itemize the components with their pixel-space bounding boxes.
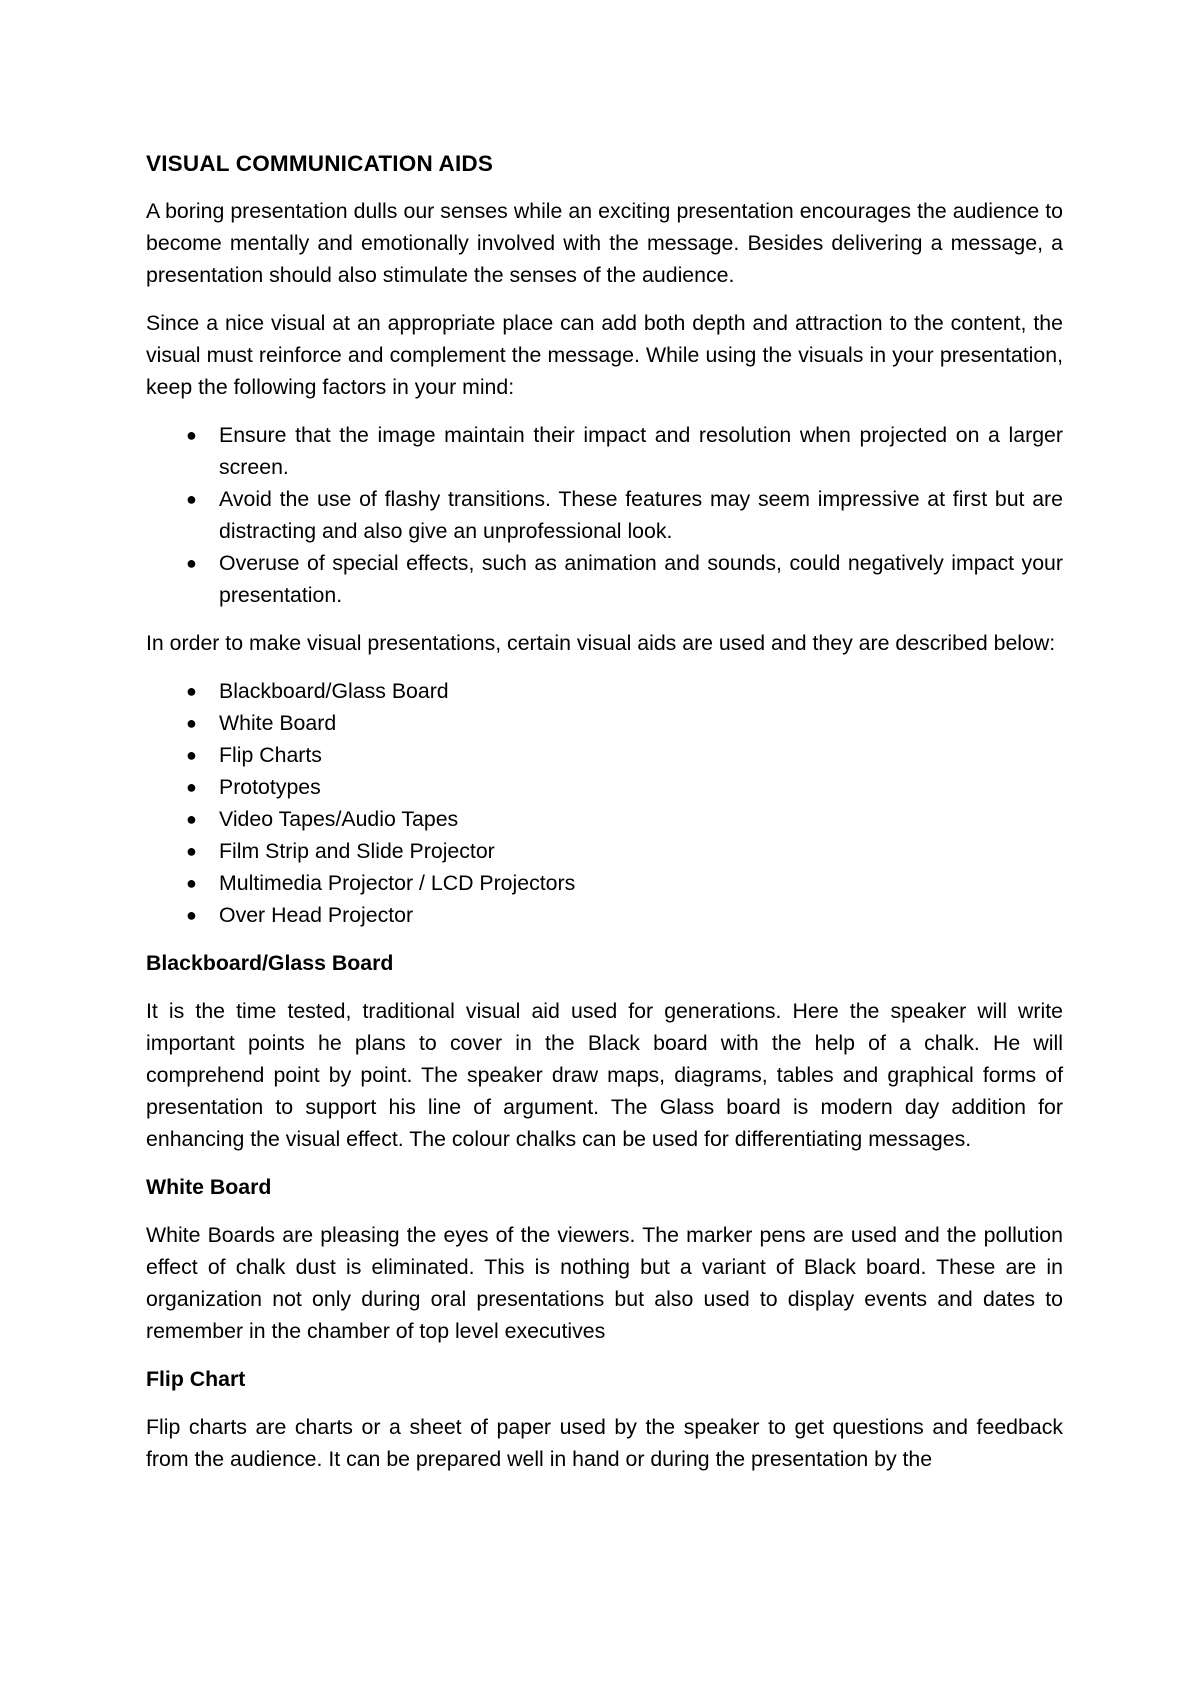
list-item — [146, 419, 1063, 483]
list-item-text: Over Head Projector — [219, 903, 414, 927]
bullet-icon: ● — [186, 681, 197, 701]
list-item-text: Blackboard/Glass Board — [219, 679, 449, 703]
aids-intro-paragraph: In order to make visual presentations, certain visual aids are used and they are described below: — [146, 631, 1056, 655]
section-body-whiteboard: White Boards are pleasing the eyes of the viewers. The marker pens are used and the pollution effect of chalk dust is eliminated. This is nothing but a variant of Black board. These are in organization not only during oral presentations but also used to display events and dates to remember in the chamber of top level executives — [146, 1223, 1063, 1343]
list-item — [146, 771, 1063, 803]
list-item — [146, 547, 1063, 611]
bullet-icon: ● — [186, 841, 197, 861]
list-item — [146, 899, 1063, 931]
bullet-icon: ● — [186, 745, 197, 765]
list-item-text: Ensure that the image maintain their impact and resolution when projected on a larger screen. — [219, 423, 1063, 479]
intro-paragraph-2: Since a nice visual at an appropriate place can add both depth and attraction to the content, the visual must reinforce and complement the message. While using the visuals in your presentation, keep the following factors in your mind: — [146, 311, 1063, 399]
aids-list — [146, 675, 1063, 931]
list-item-text: Multimedia Projector / LCD Projectors — [219, 871, 576, 895]
bullet-icon: ● — [186, 489, 197, 509]
list-item — [146, 867, 1063, 899]
bullet-icon: ● — [186, 425, 197, 445]
list-item-text: Film Strip and Slide Projector — [219, 839, 495, 863]
list-item — [146, 675, 1063, 707]
bullet-icon: ● — [186, 905, 197, 925]
list-item — [146, 483, 1063, 547]
document-title: VISUAL COMMUNICATION AIDS — [146, 151, 494, 176]
list-item — [146, 835, 1063, 867]
factors-list — [146, 419, 1063, 611]
list-item-text: White Board — [219, 711, 337, 735]
section-heading-flipchart: Flip Chart — [146, 1367, 246, 1391]
list-item — [146, 707, 1063, 739]
list-item-text: Flip Charts — [219, 743, 322, 767]
bullet-icon: ● — [186, 777, 197, 797]
section-body-blackboard: It is the time tested, traditional visual aid used for generations. Here the speaker will write important points he plans to cover in the Black board with the help of a chalk. He will comprehend point by point. The speaker draw maps, diagrams, tables and graphical forms of presentation to support his line of argument. The Glass board is modern day addition for enhancing the visual effect. The colour chalks can be used for differentiating messages. — [146, 999, 1063, 1151]
list-item-text: Prototypes — [219, 775, 321, 799]
list-item-text: Overuse of special effects, such as animation and sounds, could negatively impact your presentation. — [219, 551, 1063, 607]
list-item — [146, 739, 1063, 771]
section-body-flipchart: Flip charts are charts or a sheet of paper used by the speaker to get questions and feedback from the audience. It can be prepared well in hand or during the presentation by the — [146, 1415, 1063, 1471]
list-item-text: Avoid the use of flashy transitions. These features may seem impressive at first but are distracting and also give an unprofessional look. — [219, 487, 1063, 543]
bullet-icon: ● — [186, 713, 197, 733]
bullet-icon: ● — [186, 553, 197, 573]
bullet-icon: ● — [186, 873, 197, 893]
intro-paragraph-1: A boring presentation dulls our senses while an exciting presentation encourages the audience to become mentally and emotionally involved with the message. Besides delivering a message, a presentation should also stimulate the senses of the audience. — [146, 199, 1063, 287]
bullet-icon: ● — [186, 809, 197, 829]
document-page — [146, 148, 1063, 1491]
section-heading-blackboard: Blackboard/Glass Board — [146, 951, 394, 975]
list-item-text: Video Tapes/Audio Tapes — [219, 807, 459, 831]
section-heading-whiteboard: White Board — [146, 1175, 272, 1199]
list-item — [146, 803, 1063, 835]
